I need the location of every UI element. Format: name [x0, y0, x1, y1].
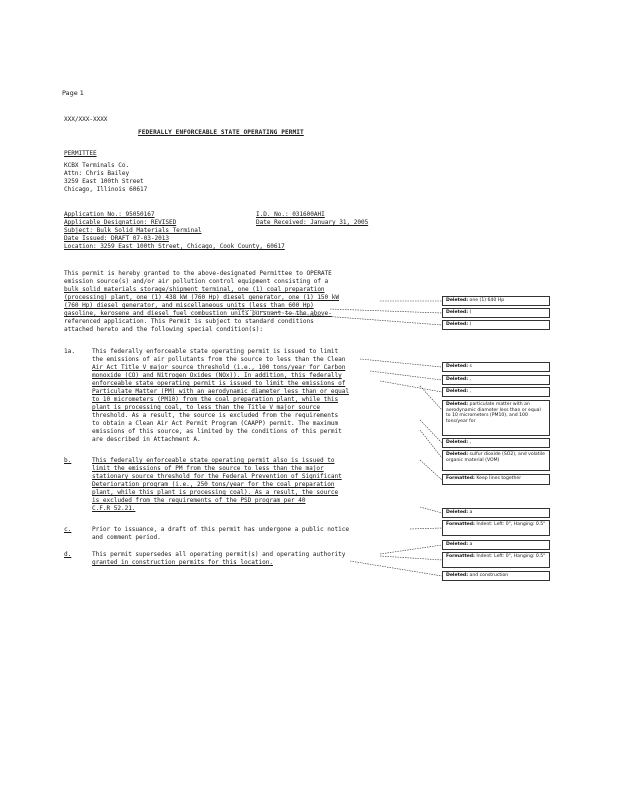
- comment-balloon[interactable]: Deleted: a: [442, 540, 550, 550]
- application-number: Application No.: 95050167: [64, 211, 155, 218]
- date-received: Date Received: January 31, 2005: [256, 219, 369, 226]
- condition-line: Deterioration program (i.e., 250 tons/year for the coal preparation: [92, 481, 335, 488]
- comment-balloon[interactable]: Deleted: and construction: [442, 571, 550, 581]
- condition-line: Particulate Matter (PM) with an aerodynamic diameter less than or equal: [92, 388, 349, 395]
- paragraph-line: emission source(s) and/or air pollution control equipment consisting of a: [64, 278, 329, 285]
- comment-balloon[interactable]: Formatted: Indent: Left: 0", Hanging: 0.5": [442, 552, 550, 568]
- applicable-designation: Applicable Designation: REVISED: [64, 219, 177, 226]
- condition-line: granted in construction permits for this location.: [92, 559, 273, 566]
- condition-line: plant is processing coal, to less than the Title V major source: [92, 404, 320, 411]
- condition-line: monoxide (CO) and Nitrogen Oxides (NOx)). In addition, this federally: [92, 372, 342, 379]
- condition-line: are described in Attachment A.: [92, 436, 201, 443]
- condition-number: b.: [64, 457, 72, 464]
- paragraph-line: (processing) plant, one (1) 438 kW (760 Hp) diesel generator, one (1) 150 kW: [64, 294, 340, 301]
- comment-balloon[interactable]: Deleted: a: [442, 508, 550, 518]
- comment-balloon[interactable]: Deleted: s: [442, 362, 550, 372]
- permit-title: FEDERALLY ENFORCEABLE STATE OPERATING PERMIT: [138, 129, 304, 136]
- condition-number: 1a.: [64, 348, 76, 355]
- condition-line: This federally enforceable state operating permit also is issued to: [92, 457, 335, 464]
- address-line: 3259 East 100th Street: [64, 178, 144, 185]
- comment-balloon[interactable]: Deleted: one (1) 640 Hp: [442, 296, 550, 306]
- document-id: XXX/XXX-XXXX: [64, 116, 108, 123]
- address-line: Chicago, Illinois 60617: [64, 186, 148, 193]
- condition-line: the emissions of air pollutants from the source to less than the Clean: [92, 356, 346, 363]
- paragraph-line: gasoline, kerosene and diesel fuel combustion units pursuant to the above-: [64, 310, 332, 317]
- comment-balloon[interactable]: Deleted: ,: [442, 387, 550, 397]
- comment-balloon[interactable]: Deleted: ): [442, 320, 550, 330]
- paragraph-line: attached hereto and the following special condition(s):: [64, 326, 264, 333]
- comment-balloon[interactable]: Formatted: Indent: Left: 0", Hanging: 0.5": [442, 520, 550, 536]
- permittee-label: PERMITTEE: [64, 150, 97, 157]
- paragraph-line: referenced application. This Permit is subject to standard conditions: [64, 318, 314, 325]
- address-line: Attn: Chris Bailey: [64, 170, 130, 177]
- condition-line: This federally enforceable state operating permit is issued to limit: [92, 348, 339, 355]
- comment-balloon[interactable]: Deleted: ,: [442, 438, 550, 448]
- condition-line: to obtain a Clean Air Act Permit Program (CAAPP) permit. The maximum: [92, 420, 339, 427]
- condition-line: stationary source threshold for the Federal Prevention of Significant: [92, 473, 342, 480]
- paragraph-line: bulk solid materials storage/shipment terminal, one (1) coal preparation: [64, 286, 325, 293]
- condition-line: Air Act Title V major source threshold (i.e., 100 tons/year for Carbon: [92, 364, 346, 371]
- address-line: KCBX Terminals Co.: [64, 162, 130, 169]
- condition-line: plant, while this plant is processing coal). As a result, the source: [92, 489, 339, 496]
- comment-balloon[interactable]: Formatted: Keep lines together: [442, 474, 550, 485]
- id-number: I.D. No.: 031600AHI: [256, 211, 325, 218]
- paragraph-line: This permit is hereby granted to the above-designated Permittee to OPERATE: [64, 270, 332, 277]
- comment-balloon[interactable]: Deleted: sulfur dioxide (SO2), and volatile organic material (VOM): [442, 450, 550, 471]
- condition-line: C.F.R 52.21.: [92, 505, 136, 512]
- condition-line: and comment period.: [92, 534, 161, 541]
- location: Location: 3259 East 100th Street, Chicago, Cook County, 60617: [64, 243, 285, 250]
- condition-number: c.: [64, 526, 72, 533]
- condition-line: is excluded from the requirements of the PSD program per 40: [92, 497, 306, 504]
- condition-line: This permit supersedes all operating permit(s) and operating authority: [92, 551, 346, 558]
- condition-line: emissions of this source, as limited by the conditions of this permit: [92, 428, 342, 435]
- comment-balloon[interactable]: Deleted: particulate matter with an aerodynamic diameter less than or equal to 10 micrometers (PM10), and 100 tons/year for: [442, 400, 550, 436]
- comment-balloon[interactable]: Deleted: (: [442, 308, 550, 318]
- condition-number: d.: [64, 551, 72, 558]
- condition-line: threshold. As a result, the source is excluded from the requirements: [92, 412, 339, 419]
- condition-line: limit the emissions of PM from the source to less than the major: [92, 465, 324, 472]
- date-issued: Date Issued: DRAFT 07-03-2013: [64, 235, 169, 242]
- page-label: Page 1: [62, 89, 84, 97]
- condition-line: to 10 micrometers (PM10) from the coal preparation plant, while this: [92, 396, 339, 403]
- condition-line: enforceable state operating permit is issued to limit the emissions of: [92, 380, 346, 387]
- paragraph-line: (760 Hp) diesel generator, and miscellaneous units (less than 600 Hp): [64, 302, 314, 309]
- condition-line: Prior to issuance, a draft of this permit has undergone a public notice: [92, 526, 349, 533]
- comment-balloon[interactable]: Deleted: ,: [442, 375, 550, 385]
- subject: Subject: Bulk Solid Materials Terminal: [64, 227, 202, 234]
